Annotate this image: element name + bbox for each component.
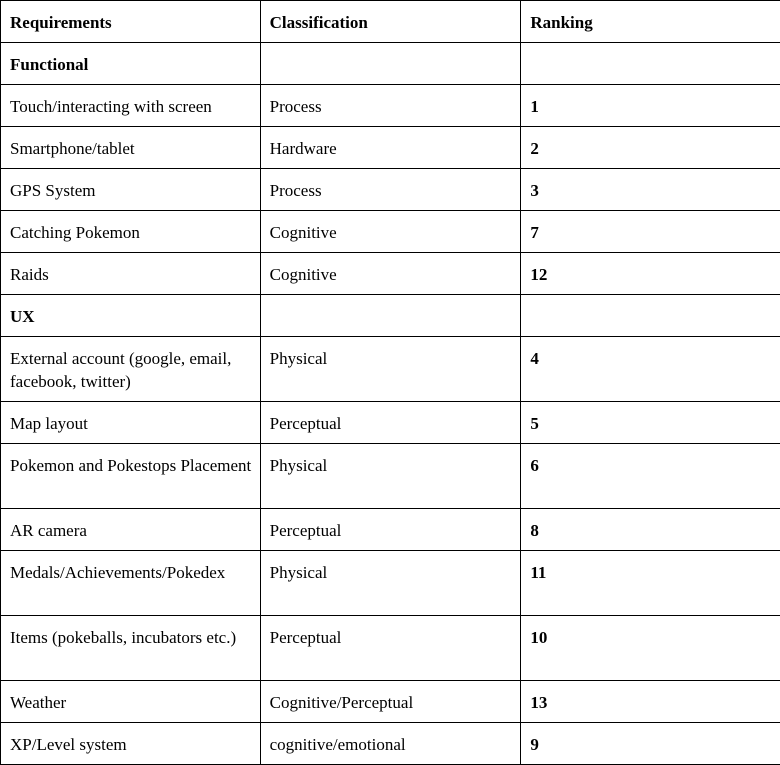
classification-cell: Process [260, 169, 521, 211]
table-row [1, 169, 780, 211]
ranking-cell [521, 295, 780, 337]
ranking-cell: 13 [521, 681, 780, 723]
requirement-cell: Catching Pokemon [1, 211, 261, 253]
classification-cell: Perceptual [260, 509, 521, 551]
ranking-cell: 5 [521, 402, 780, 444]
requirement-cell: Items (pokeballs, incubators etc.) [1, 616, 261, 681]
requirement-cell: Touch/interacting with screen [1, 85, 261, 127]
classification-cell: Perceptual [260, 616, 521, 681]
requirement-cell: Map layout [1, 402, 261, 444]
requirement-cell: Raids [1, 253, 261, 295]
classification-cell: Process [260, 85, 521, 127]
table-row [1, 723, 780, 765]
table-row [1, 127, 780, 169]
header-row [1, 1, 780, 43]
classification-cell: cognitive/emotional [260, 723, 521, 765]
ranking-cell: 8 [521, 509, 780, 551]
classification-cell: Physical [260, 337, 521, 402]
requirement-cell: UX [1, 295, 261, 337]
table-row [1, 551, 780, 616]
classification-cell: Cognitive/Perceptual [260, 681, 521, 723]
classification-cell: Perceptual [260, 402, 521, 444]
ranking-cell: 1 [521, 85, 780, 127]
requirement-cell: Weather [1, 681, 261, 723]
section-row-functional [1, 43, 780, 85]
ranking-cell: 6 [521, 444, 780, 509]
table-row [1, 211, 780, 253]
ranking-cell: 12 [521, 253, 780, 295]
classification-cell: Physical [260, 551, 521, 616]
header-requirements: Requirements [1, 1, 261, 43]
table-row [1, 85, 780, 127]
classification-cell: Cognitive [260, 253, 521, 295]
classification-cell: Physical [260, 444, 521, 509]
ranking-cell: 11 [521, 551, 780, 616]
classification-cell: Cognitive [260, 211, 521, 253]
classification-cell [260, 295, 521, 337]
requirement-cell: External account (google, email, facebook, twitter) [1, 337, 261, 402]
ranking-cell [521, 43, 780, 85]
requirement-cell: Pokemon and Pokestops Placement [1, 444, 261, 509]
table-row [1, 253, 780, 295]
table-row [1, 616, 780, 681]
table-row [1, 337, 780, 402]
classification-cell [260, 43, 521, 85]
ranking-cell: 2 [521, 127, 780, 169]
header-ranking: Ranking [521, 1, 780, 43]
header-classification: Classification [260, 1, 521, 43]
ranking-cell: 7 [521, 211, 780, 253]
requirement-cell: Medals/Achievements/Pokedex [1, 551, 261, 616]
requirement-cell: XP/Level system [1, 723, 261, 765]
ranking-cell: 4 [521, 337, 780, 402]
section-row-ux [1, 295, 780, 337]
ranking-cell: 3 [521, 169, 780, 211]
table-row [1, 444, 780, 509]
requirement-cell: AR camera [1, 509, 261, 551]
ranking-cell: 10 [521, 616, 780, 681]
requirement-cell: Smartphone/tablet [1, 127, 261, 169]
requirement-cell: GPS System [1, 169, 261, 211]
ranking-cell: 9 [521, 723, 780, 765]
table-row [1, 402, 780, 444]
table-row [1, 509, 780, 551]
classification-cell: Hardware [260, 127, 521, 169]
table-row [1, 681, 780, 723]
requirement-cell: Functional [1, 43, 261, 85]
